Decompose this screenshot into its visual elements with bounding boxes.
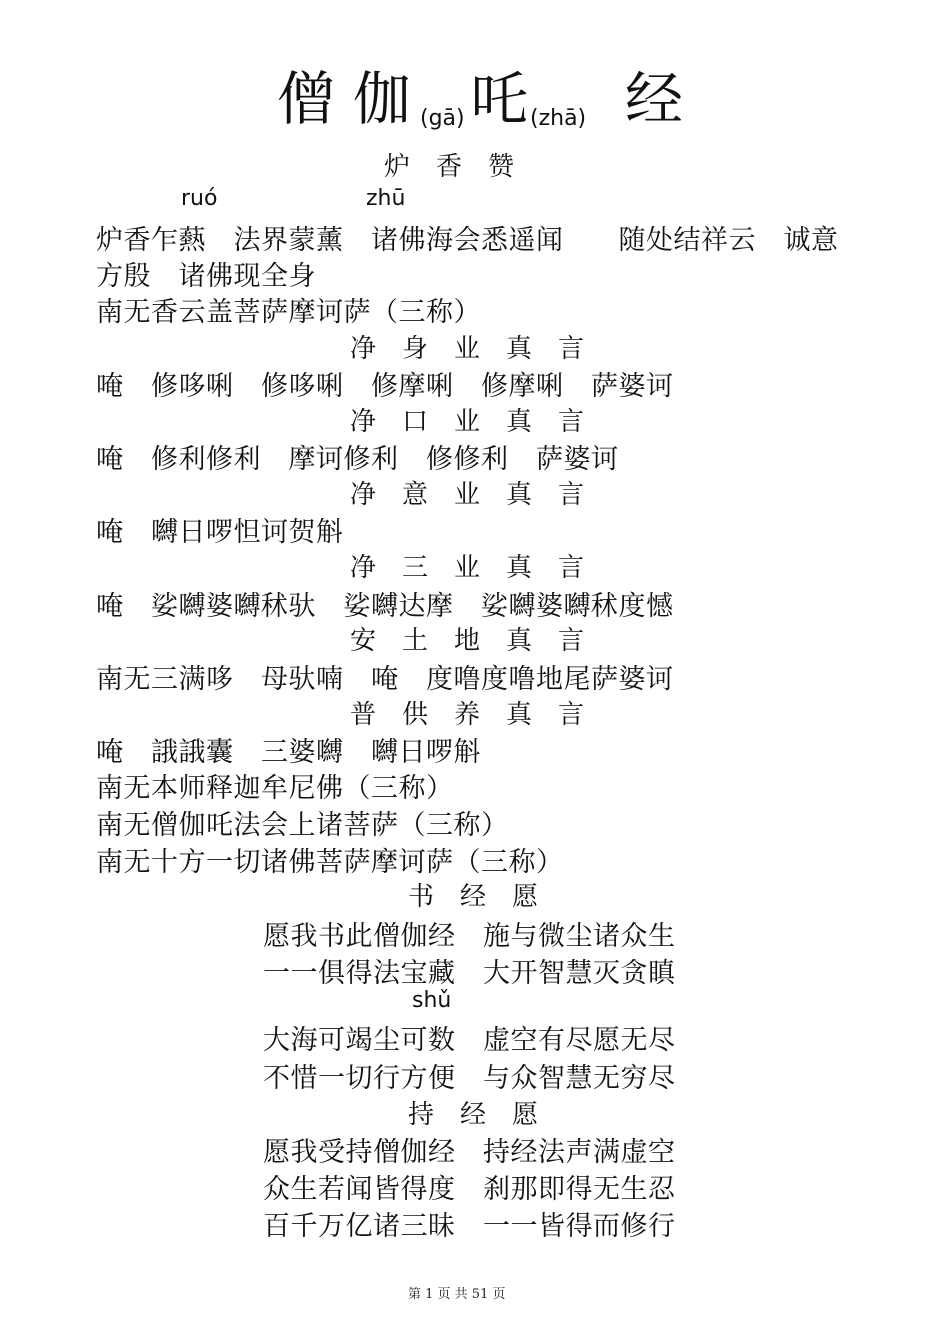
title-pinyin-2: (zhā) — [530, 106, 587, 131]
heading-chijing: 持 经 愿 — [408, 1100, 539, 1130]
verse-line: 大海可竭尘可数 虚空有尽愿无尽 — [263, 1025, 676, 1056]
pinyin-ruo: ruó — [181, 186, 218, 211]
heading-jingshen: 净 身 业 真 言 — [350, 334, 585, 364]
mantra-line: 南无三满哆 母驮喃 唵 度噜度噜地尾萨婆诃 — [96, 664, 674, 695]
title-char-2: 伽 — [353, 65, 414, 133]
heading-antudi: 安 土 地 真 言 — [350, 626, 585, 656]
text-line: 南无香云盖菩萨摩诃萨（三称） — [96, 297, 481, 328]
text-line: 方殷 诸佛现全身 — [96, 261, 316, 292]
title-pinyin-1: (gā) — [420, 106, 465, 131]
mantra-line: 唵 修利修利 摩诃修利 修修利 萨婆诃 — [96, 444, 619, 475]
title-char-4: 经 — [625, 65, 686, 133]
heading-shujing: 书 经 愿 — [408, 882, 539, 912]
verse-line: 愿我书此僧伽经 施与微尘诸众生 — [263, 921, 676, 952]
verse-line: 众生若闻皆得度 刹那即得无生忍 — [263, 1174, 676, 1205]
mantra-line: 唵 嚩日啰怛诃贺斛 — [96, 517, 344, 548]
text-line: 炉香乍爇 法界蒙薰 诸佛海会悉遥闻 随处结祥云 诚意 — [96, 225, 839, 256]
heading-jingyi: 净 意 业 真 言 — [350, 480, 585, 510]
text-line: 南无十方一切诸佛菩萨摩诃萨（三称） — [96, 847, 564, 878]
mantra-line: 唵 修哆唎 修哆唎 修摩唎 修摩唎 萨婆诃 — [96, 371, 674, 402]
pinyin-zhu: zhū — [366, 186, 406, 211]
heading-jingsan: 净 三 业 真 言 — [350, 553, 585, 583]
page-number: 第 1 页 共 51 页 — [408, 1287, 506, 1302]
title-char-3: 吒 — [470, 65, 531, 133]
verse-line: 百千万亿诸三昧 一一皆得而修行 — [263, 1211, 676, 1242]
verse-line: 一一俱得法宝藏 大开智慧灭贪瞋 — [263, 958, 676, 989]
pinyin-shu: shǔ — [412, 988, 452, 1013]
mantra-line: 唵 誐誐囊 三婆嚩 嚩日啰斛 — [96, 737, 481, 768]
verse-line: 愿我受持僧伽经 持经法声满虚空 — [263, 1137, 676, 1168]
text-line: 南无僧伽吒法会上诸菩萨（三称） — [96, 810, 509, 841]
title-char-1: 僧 — [277, 65, 338, 133]
text-line: 南无本师释迦牟尼佛（三称） — [96, 773, 454, 804]
verse-line: 不惜一切行方便 与众智慧无穷尽 — [263, 1063, 676, 1094]
mantra-line: 唵 娑嚩婆嚩秫驮 娑嚩达摩 娑嚩婆嚩秫度憾 — [96, 591, 674, 622]
heading-luxiang: 炉 香 赞 — [384, 152, 515, 182]
heading-jingkou: 净 口 业 真 言 — [350, 407, 585, 437]
heading-pugongyang: 普 供 养 真 言 — [350, 700, 585, 730]
